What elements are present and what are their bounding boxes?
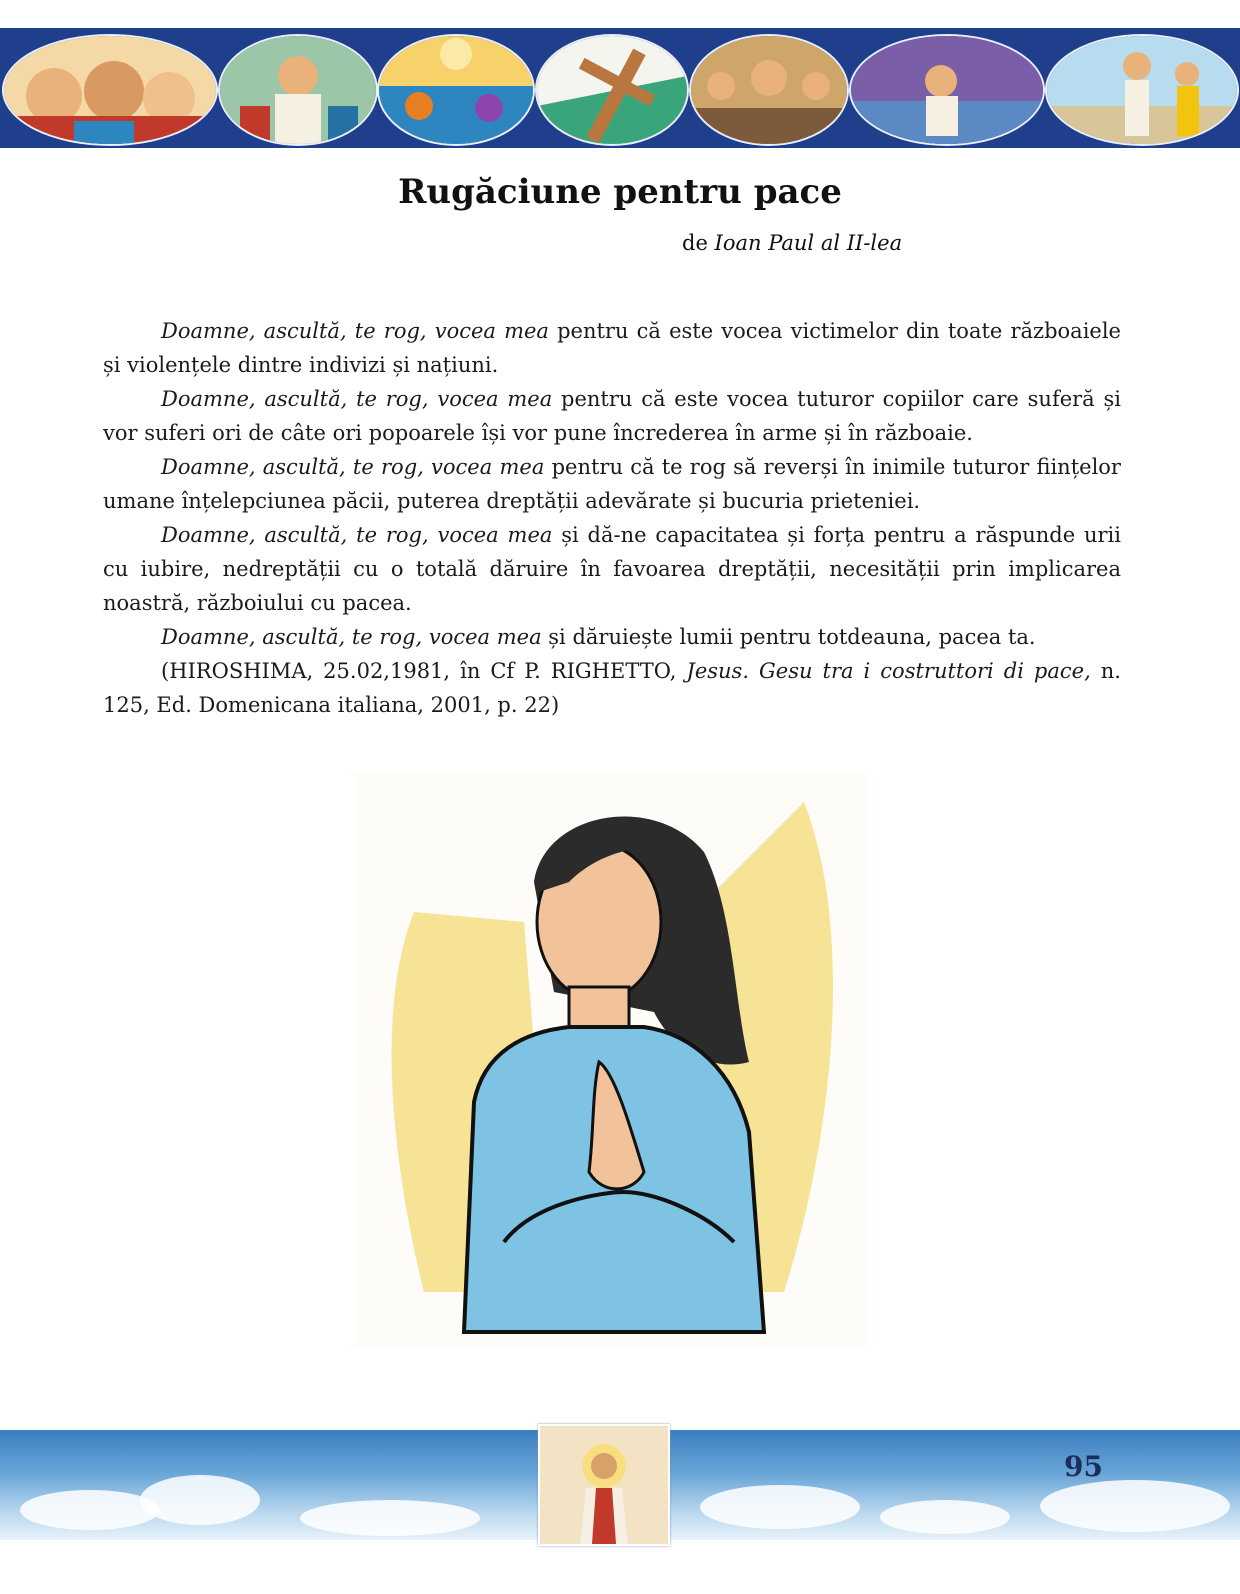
cloud bbox=[1040, 1480, 1230, 1532]
prayer-paragraph bbox=[103, 450, 1121, 518]
page-number: 95 bbox=[1064, 1450, 1103, 1483]
prayer-refrain: Doamne, ascultă, te rog, vocea mea bbox=[161, 455, 545, 479]
byline bbox=[682, 231, 902, 255]
cloud bbox=[20, 1490, 160, 1530]
citation bbox=[103, 654, 1121, 722]
praying-woman-illustration bbox=[354, 772, 868, 1348]
prayer-refrain: Doamne, ascultă, te rog, vocea mea bbox=[161, 523, 553, 547]
citation-before: (HIROSHIMA, 25.02,1981, în Cf P. RIGHETTO, bbox=[161, 659, 687, 683]
prayer-paragraph bbox=[103, 382, 1121, 450]
prayer-paragraph-text: pentru că te rog să reverși în inimile tuturor ființelor umane înțelepciunea păcii, puterea dreptății adevărate și bucuria prieteniei. bbox=[103, 455, 1121, 513]
prayer-paragraph-text: pentru că este vocea tuturor copiilor care suferă și vor suferi ori de câte ori popoarele își vor pune încrederea în arme și în războaie. bbox=[103, 387, 1121, 445]
prayer-refrain: Doamne, ascultă, te rog, vocea mea bbox=[161, 319, 549, 343]
prayer-paragraph bbox=[103, 314, 1121, 382]
banner-illustration-crowd bbox=[377, 34, 535, 146]
banner-illustration-jesus-teaching bbox=[218, 34, 378, 146]
cloud bbox=[700, 1485, 860, 1529]
prayer-paragraph bbox=[103, 518, 1121, 620]
prayer-refrain: Doamne, ascultă, te rog, vocea mea bbox=[161, 625, 542, 649]
prayer-paragraph-text: pentru că este vocea victimelor din toate războaiele și violențele dintre indivizi și națiuni. bbox=[103, 319, 1121, 377]
footer-jesus-illustration bbox=[538, 1424, 670, 1546]
prayer-paragraph bbox=[103, 620, 1121, 654]
citation-after: n. 125, Ed. Domenicana italiana, 2001, p. 22) bbox=[103, 659, 1121, 717]
banner-illustration-walk bbox=[1045, 34, 1239, 146]
prayer-refrain: Doamne, ascultă, te rog, vocea mea bbox=[161, 387, 553, 411]
header-banner bbox=[0, 28, 1240, 148]
banner-illustration-storm bbox=[849, 34, 1045, 146]
banner-illustration-children bbox=[2, 34, 218, 146]
byline-prefix: de bbox=[682, 231, 715, 255]
byline-author: Ioan Paul al II-lea bbox=[714, 231, 903, 255]
page-title: Rugăciune pentru pace bbox=[398, 172, 842, 212]
prayer-paragraph-text: și dă-ne capacitatea și forța pentru a răspunde urii cu iubire, nedreptății cu o totală dăruire în favoarea dreptății, necesității prin implicarea noastră, războiului cu pacea. bbox=[103, 523, 1121, 615]
banner-illustration-supper bbox=[689, 34, 849, 146]
citation-title: Jesus. Gesu tra i costruttori di pace, bbox=[686, 659, 1091, 683]
cloud bbox=[300, 1500, 480, 1536]
banner-illustration-cross bbox=[535, 34, 689, 146]
cloud bbox=[880, 1500, 1010, 1534]
cloud bbox=[140, 1475, 260, 1525]
prayer-paragraph-text: și dăruiește lumii pentru totdeauna, pacea ta. bbox=[541, 625, 1036, 649]
prayer-text bbox=[103, 314, 1121, 722]
